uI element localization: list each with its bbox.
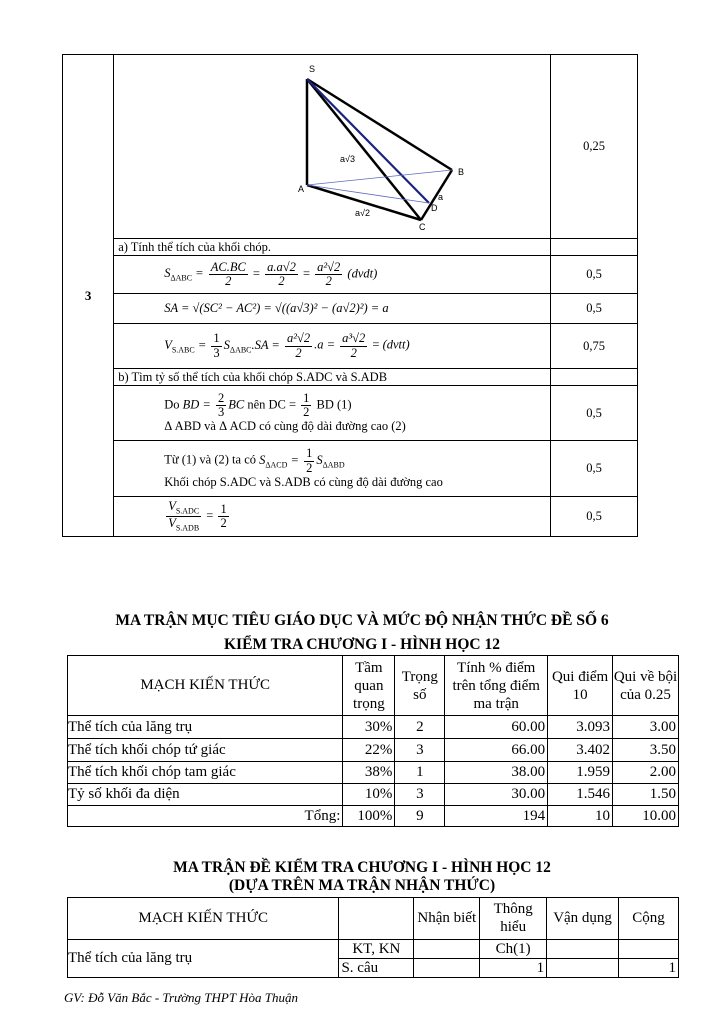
formula-area: $S_{\Delta ABC}$ = $\frac{AC.BC}{2}$ = $\frac{a.a√2}{2}$ = $\frac{\text{a²√2}}{2}$ (dvdt) [114, 256, 551, 294]
table-row [68, 940, 679, 959]
cell-topic: Tỷ số khối đa diện [68, 784, 343, 806]
score-area: 0,5 [551, 256, 638, 294]
cell-rounded: 2.00 [613, 762, 679, 784]
part-a-heading: a) Tính thể tích của khối chóp. [114, 239, 551, 256]
cell-type: KT, KN [339, 940, 414, 959]
cell-apply [547, 959, 619, 978]
step-bd-text-2: BD (1) [316, 397, 352, 412]
unit-dvtt: (dvtt) [382, 337, 410, 352]
score-part-a [551, 239, 638, 256]
step-ratio: Từ (1) và (2) ta có $S_{\Delta ACD}$ = $\frac{1}{2}$ $S_{\Delta ABD}$ Khối chóp S.ADC và S.ADB có cùng độ dài đường cao [114, 441, 551, 497]
table-row [68, 784, 679, 806]
label-S: S [309, 64, 316, 74]
step-bd-height: Δ ABD và Δ ACD có cùng độ dài đường cao (2) [164, 419, 406, 434]
cell-topic: Thể tích khối chóp tứ giác [68, 739, 343, 762]
matrix1-header-score10: Qui điểm 10 [548, 656, 613, 716]
cell-importance: 10% [343, 784, 395, 806]
label-B: B [458, 167, 465, 177]
table-row [68, 762, 679, 784]
matrix1-title: MA TRẬN MỤC TIÊU GIÁO DỤC VÀ MỨC ĐỘ NHẬN THỨC ĐỀ SỐ 6 [115, 612, 609, 629]
cell-understand: 1 [480, 959, 547, 978]
matrix1-header-importance: Tầm quan trọng [343, 656, 395, 716]
formula-volume: $V_{S.ABC}$ = $\frac{1}{3}$ $S_{\Delta ABC}.SA$ = $\frac{\text{a²√2}}{2}$ .a = $\frac{\text{a³√2}}{2}$ = (dvtt) [114, 324, 551, 369]
cell-weight: 3 [395, 784, 445, 806]
pyramid-figure [114, 55, 550, 238]
step-ratio-text: Từ (1) và (2) ta có [164, 452, 256, 467]
question-number: 3 [63, 55, 114, 537]
formula-sa: SA = √(SC² − AC²) = √((a√3)² − (a√2)²) = a [114, 294, 551, 324]
step-bd-text: nên DC = [247, 397, 297, 412]
cell-recognize [414, 959, 480, 978]
score-part-b [551, 369, 638, 386]
unit-dvdt: (dvdt) [347, 266, 378, 281]
cell-percent: 60.00 [445, 716, 548, 739]
matrix2-header-recognize: Nhận biết [414, 898, 480, 940]
cell-topic: Thể tích khối chóp tam giác [68, 762, 343, 784]
total-score10: 10 [548, 806, 613, 827]
cell-importance: 38% [343, 762, 395, 784]
matrix2-title: MA TRẬN ĐỀ KIỂM TRA CHƯƠNG I - HÌNH HỌC 12 [173, 859, 551, 876]
matrix1-subtitle: KIỂM TRA CHƯƠNG I - HÌNH HỌC 12 [223, 636, 500, 653]
final-ratio: $\frac{V_{S.ADC}}{V_{S.ADB}}$ = $\frac{1}{2}$ [114, 497, 551, 537]
cell-importance: 22% [343, 739, 395, 762]
total-row [68, 806, 679, 827]
cell-score10: 1.959 [548, 762, 613, 784]
matrix1-header-percent: Tính % điểm trên tổng điểm ma trận [445, 656, 548, 716]
score-step-ratio: 0,5 [551, 441, 638, 497]
cell-score10: 3.093 [548, 716, 613, 739]
cell-rounded: 3.00 [613, 716, 679, 739]
cell-topic: Thể tích của lăng trụ [68, 940, 339, 978]
cell-percent: 30.00 [445, 784, 548, 806]
score-volume: 0,75 [551, 324, 638, 369]
cell-weight: 3 [395, 739, 445, 762]
cell-percent: 66.00 [445, 739, 548, 762]
step-bd: Do BD = $\frac{2}{3}$ BC nên DC = $\frac{1}{2}$ BD (1) Δ ABD và Δ ACD có cùng độ dài đường cao (2) [114, 386, 551, 441]
cell-rounded: 1.50 [613, 784, 679, 806]
cell-topic: Thể tích của lăng trụ [68, 716, 343, 739]
matrix2-header-total: Cộng [619, 898, 679, 940]
matrix1-header-rounded: Qui về bội của 0.25 [613, 656, 679, 716]
matrix2-header-type [339, 898, 414, 940]
label-A: A [298, 184, 305, 194]
solution-table [62, 54, 638, 537]
footer-author: GV: Đỗ Văn Bắc - Trường THPT Hòa Thuận [64, 990, 298, 1005]
total-label: Tổng: [68, 806, 343, 827]
matrix1-header-topic: MẠCH KIẾN THỨC [68, 656, 343, 716]
cell-importance: 30% [343, 716, 395, 739]
total-weight: 9 [395, 806, 445, 827]
cell-weight: 2 [395, 716, 445, 739]
cell-total: 1 [619, 959, 679, 978]
matrix2-header-apply: Vận dụng [547, 898, 619, 940]
score-figure: 0,25 [551, 55, 638, 239]
cell-recognize [414, 940, 480, 959]
table-row [68, 716, 679, 739]
matrix2-table [67, 897, 679, 978]
cell-rounded: 3.50 [613, 739, 679, 762]
cell-score10: 1.546 [548, 784, 613, 806]
label-C: C [419, 222, 426, 232]
cell-score10: 3.402 [548, 739, 613, 762]
cell-understand: Ch(1) [480, 940, 547, 959]
matrix1-header-weight: Trọng số [395, 656, 445, 716]
cell-total [619, 940, 679, 959]
matrix2-header-understand: Thông hiểu [480, 898, 547, 940]
score-final: 0,5 [551, 497, 638, 537]
step-ratio-height: Khối chóp S.ADC và S.ADB có cùng độ dài đường cao [164, 474, 443, 489]
cell-weight: 1 [395, 762, 445, 784]
matrix2-header-topic: MẠCH KIẾN THỨC [68, 898, 339, 940]
label-D: D [431, 203, 438, 213]
matrix1-table [67, 655, 679, 827]
table-row [68, 739, 679, 762]
part-b-heading: b) Tìm tỷ số thể tích của khối chóp S.ADC và S.ADB [114, 369, 551, 386]
total-importance: 100% [343, 806, 395, 827]
cell-type: S. câu [339, 959, 414, 978]
label-a-sqrt3: a√3 [340, 154, 356, 164]
matrix2-subtitle: (DỰA TRÊN MA TRẬN NHẬN THỨC) [228, 877, 496, 894]
total-rounded: 10.00 [613, 806, 679, 827]
score-step-bd: 0,5 [551, 386, 638, 441]
score-sa: 0,5 [551, 294, 638, 324]
cell-apply [547, 940, 619, 959]
cell-percent: 38.00 [445, 762, 548, 784]
label-a-sqrt2: a√2 [355, 208, 371, 218]
label-a: a [438, 192, 444, 202]
total-percent: 194 [445, 806, 548, 827]
pyramid-figure-cell [114, 55, 551, 239]
